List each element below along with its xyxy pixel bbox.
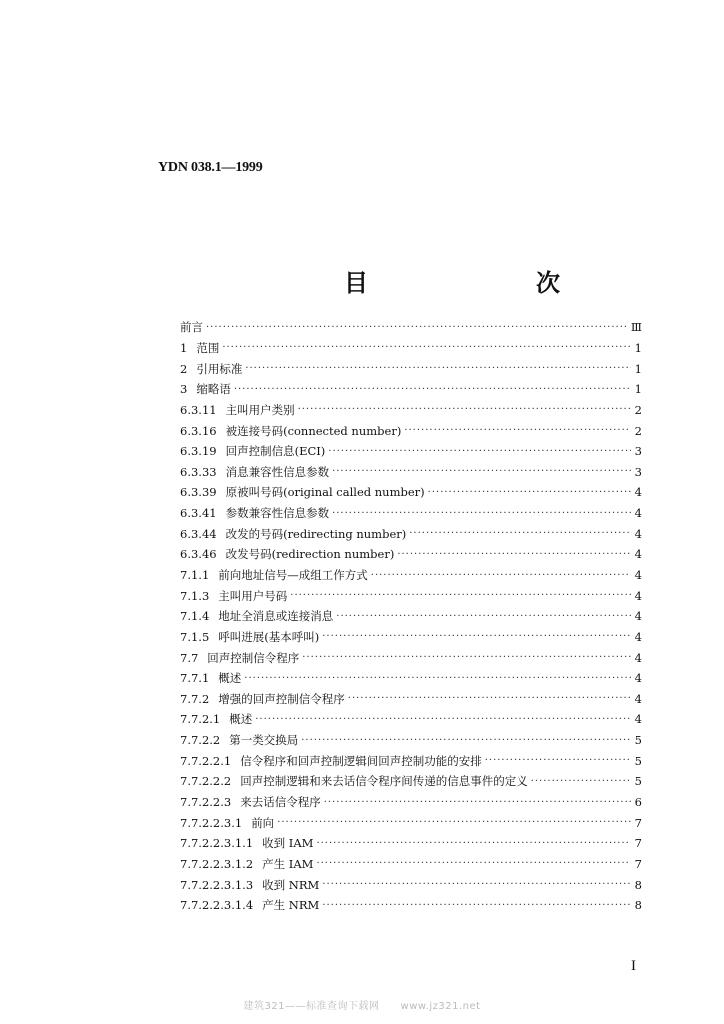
watermark: 建筑321——标准查询下载网 www.jz321.net — [243, 1001, 481, 1012]
toc-entry[interactable] — [180, 833, 642, 854]
page-title: 目 次 — [344, 268, 600, 297]
toc-leader-dots — [322, 900, 631, 911]
toc-entry[interactable] — [180, 503, 642, 524]
toc-entry-label: 回声控制逻辑和来去话信令程序间传递的信息事件的定义 — [240, 774, 528, 789]
toc-leader-dots — [316, 858, 631, 869]
toc-entry-page: 5 — [634, 753, 642, 768]
page-number: I — [631, 958, 636, 974]
toc-entry-number: 7.7 — [180, 650, 199, 665]
toc-leader-dots — [206, 322, 628, 333]
toc-entry-label: 回声控制信令程序 — [207, 650, 300, 665]
table-of-contents — [180, 317, 642, 916]
toc-entry-page: 4 — [634, 691, 642, 706]
toc-entry[interactable] — [180, 689, 642, 710]
toc-entry[interactable] — [180, 585, 642, 606]
toc-entry[interactable] — [180, 606, 642, 627]
toc-entry-label: 改发号码(redirection number) — [225, 547, 395, 562]
toc-entry-page: 4 — [634, 609, 642, 624]
toc-entry[interactable] — [180, 627, 642, 648]
toc-entry-page: 7 — [634, 856, 642, 871]
toc-entry-page: 4 — [634, 629, 642, 644]
toc-entry-number: 7.1.4 — [180, 609, 210, 624]
toc-leader-dots — [409, 528, 631, 539]
toc-entry[interactable] — [180, 358, 642, 379]
toc-entry-page: 3 — [634, 464, 642, 479]
toc-entry[interactable] — [180, 565, 642, 586]
toc-entry-page: 7 — [634, 815, 642, 830]
toc-leader-dots — [255, 714, 631, 725]
toc-entry[interactable] — [180, 379, 642, 400]
toc-entry-label: 原被叫号码(original called number) — [225, 485, 425, 500]
toc-entry-page: 2 — [634, 402, 642, 417]
toc-entry-label: 回声控制信息(ECI) — [225, 444, 326, 459]
toc-leader-dots — [301, 735, 631, 746]
toc-leader-dots — [322, 879, 631, 890]
toc-leader-dots — [245, 363, 631, 374]
toc-entry-number: 7.7.2.2.3.1 — [180, 815, 243, 830]
toc-entry-page: 4 — [634, 506, 642, 521]
toc-entry-label: 前向 — [251, 815, 275, 830]
toc-entry-label: 收到 IAM — [262, 836, 314, 851]
toc-entry-label: 主叫用户号码 — [218, 588, 288, 603]
toc-entry-number: 7.7.2.2.3.1.3 — [180, 877, 254, 892]
toc-entry-page: 1 — [634, 340, 642, 355]
toc-leader-dots — [290, 590, 631, 601]
toc-entry-page: 7 — [634, 836, 642, 851]
toc-entry-page: 4 — [634, 568, 642, 582]
toc-entry-page: Ⅲ — [630, 320, 642, 335]
toc-entry[interactable] — [180, 523, 642, 544]
toc-entry-label: 概述 — [229, 712, 253, 727]
toc-leader-dots — [348, 693, 631, 704]
toc-entry-label: 消息兼容性信息参数 — [225, 464, 330, 479]
toc-entry-page: 5 — [634, 733, 642, 748]
toc-entry-number: 2 — [180, 361, 188, 376]
toc-entry-page: 5 — [634, 774, 642, 789]
toc-leader-dots — [332, 466, 631, 477]
toc-entry-number: 6.3.44 — [180, 526, 217, 541]
toc-entry-label: 被连接号码(connected number) — [225, 423, 402, 438]
toc-entry-page: 4 — [634, 526, 642, 541]
toc-leader-dots — [322, 631, 631, 642]
toc-entry-label: 地址全消息或连接消息 — [218, 609, 334, 624]
toc-leader-dots — [324, 797, 631, 808]
toc-entry[interactable] — [180, 544, 642, 565]
toc-entry-number: 6.3.19 — [180, 444, 217, 459]
toc-leader-dots — [531, 776, 631, 787]
toc-entry-number: 7.7.2.2.1 — [180, 753, 232, 768]
toc-leader-dots — [328, 446, 631, 457]
toc-entry-page: 4 — [634, 650, 642, 665]
toc-entry-number: 6.3.46 — [180, 547, 217, 562]
toc-entry[interactable] — [180, 461, 642, 482]
toc-entry-number: 7.7.2.1 — [180, 712, 221, 727]
toc-entry-number: 3 — [180, 382, 188, 397]
toc-leader-dots — [234, 384, 631, 395]
toc-leader-dots — [302, 652, 631, 663]
toc-leader-dots — [316, 838, 631, 849]
toc-entry-label: 增强的回声控制信令程序 — [218, 691, 345, 706]
toc-entry-page: 1 — [634, 382, 642, 397]
toc-entry-page: 2 — [634, 423, 642, 438]
toc-entry-label: 参数兼容性信息参数 — [225, 506, 330, 521]
toc-entry[interactable] — [180, 812, 642, 833]
toc-entry[interactable] — [180, 647, 642, 668]
toc-entry-page: 4 — [634, 671, 642, 686]
toc-entry[interactable] — [180, 792, 642, 813]
toc-leader-dots — [404, 425, 631, 436]
toc-entry-number: 6.3.16 — [180, 423, 217, 438]
toc-leader-dots — [332, 508, 631, 519]
toc-entry[interactable] — [180, 771, 642, 792]
toc-entry-page: 6 — [634, 795, 642, 810]
toc-entry-number: 7.7.2.2.3.1.2 — [180, 856, 254, 871]
toc-entry[interactable] — [180, 730, 642, 751]
toc-entry[interactable] — [180, 895, 642, 916]
toc-entry-page: 8 — [634, 898, 642, 913]
toc-entry-label: 呼叫进展(基本呼叫) — [218, 629, 320, 644]
toc-leader-dots — [428, 487, 631, 498]
document-id: YDN 038.1—1999 — [158, 160, 263, 175]
toc-entry[interactable] — [180, 874, 642, 895]
toc-leader-dots — [397, 549, 631, 560]
toc-entry-label: 产生 NRM — [262, 898, 320, 913]
toc-entry[interactable] — [180, 400, 642, 421]
toc-entry[interactable] — [180, 441, 642, 462]
toc-entry[interactable] — [180, 854, 642, 875]
toc-entry-number: 7.7.1 — [180, 671, 210, 686]
toc-entry[interactable] — [180, 750, 642, 771]
toc-leader-dots — [222, 342, 631, 353]
toc-entry-number: 7.7.2.2.2 — [180, 774, 232, 789]
toc-entry-page: 4 — [634, 547, 642, 562]
toc-entry-number: 7.1.5 — [180, 629, 210, 644]
toc-entry-number: 7.1.1 — [180, 568, 210, 582]
toc-entry-page: 1 — [634, 361, 642, 376]
toc-entry-number: 7.7.2.2.3.1.4 — [180, 898, 254, 913]
toc-entry-label: 范围 — [196, 340, 220, 355]
toc-entry-label: 前言 — [180, 320, 203, 335]
toc-entry[interactable] — [180, 317, 642, 338]
toc-entry[interactable] — [180, 338, 642, 359]
toc-entry-page: 3 — [634, 444, 642, 459]
toc-entry-label: 引用标准 — [196, 361, 243, 376]
toc-entry-page: 4 — [634, 712, 642, 727]
toc-entry-number: 6.3.41 — [180, 506, 217, 521]
toc-entry-label: 改发的号码(redirecting number) — [225, 526, 407, 541]
toc-entry-number: 6.3.33 — [180, 464, 217, 479]
toc-entry-number: 7.1.3 — [180, 588, 210, 603]
toc-leader-dots — [371, 570, 631, 581]
toc-entry-page: 4 — [634, 588, 642, 603]
toc-entry-number: 7.7.2.2.3 — [180, 795, 232, 810]
toc-entry-label: 产生 IAM — [262, 856, 314, 871]
toc-entry-label: 主叫用户类别 — [225, 402, 295, 417]
toc-entry-number: 7.7.2.2.3.1.1 — [180, 836, 254, 851]
toc-entry[interactable] — [180, 482, 642, 503]
toc-leader-dots — [244, 673, 631, 684]
toc-entry-label: 来去话信令程序 — [240, 795, 321, 810]
toc-entry-number: 6.3.11 — [180, 402, 217, 417]
toc-entry-number: 6.3.39 — [180, 485, 217, 500]
toc-entry-number: 7.7.2 — [180, 691, 210, 706]
toc-entry[interactable] — [180, 709, 642, 730]
toc-entry-label: 收到 NRM — [262, 877, 320, 892]
toc-entry-label: 信令程序和回声控制逻辑间回声控制功能的安排 — [240, 753, 482, 768]
toc-entry-number: 1 — [180, 340, 188, 355]
toc-entry[interactable] — [180, 420, 642, 441]
toc-entry-label: 第一类交换局 — [229, 733, 299, 748]
toc-entry-label: 前向地址信号—成组工作方式 — [218, 568, 368, 582]
toc-leader-dots — [298, 404, 631, 415]
toc-entry-page: 4 — [634, 485, 642, 500]
toc-entry-page: 8 — [634, 877, 642, 892]
toc-entry[interactable] — [180, 668, 642, 689]
toc-leader-dots — [277, 817, 631, 828]
toc-entry-number: 7.7.2.2 — [180, 733, 221, 748]
toc-entry-label: 概述 — [218, 671, 242, 686]
toc-leader-dots — [485, 755, 631, 766]
toc-leader-dots — [336, 611, 631, 622]
toc-entry-label: 缩略语 — [196, 382, 231, 397]
